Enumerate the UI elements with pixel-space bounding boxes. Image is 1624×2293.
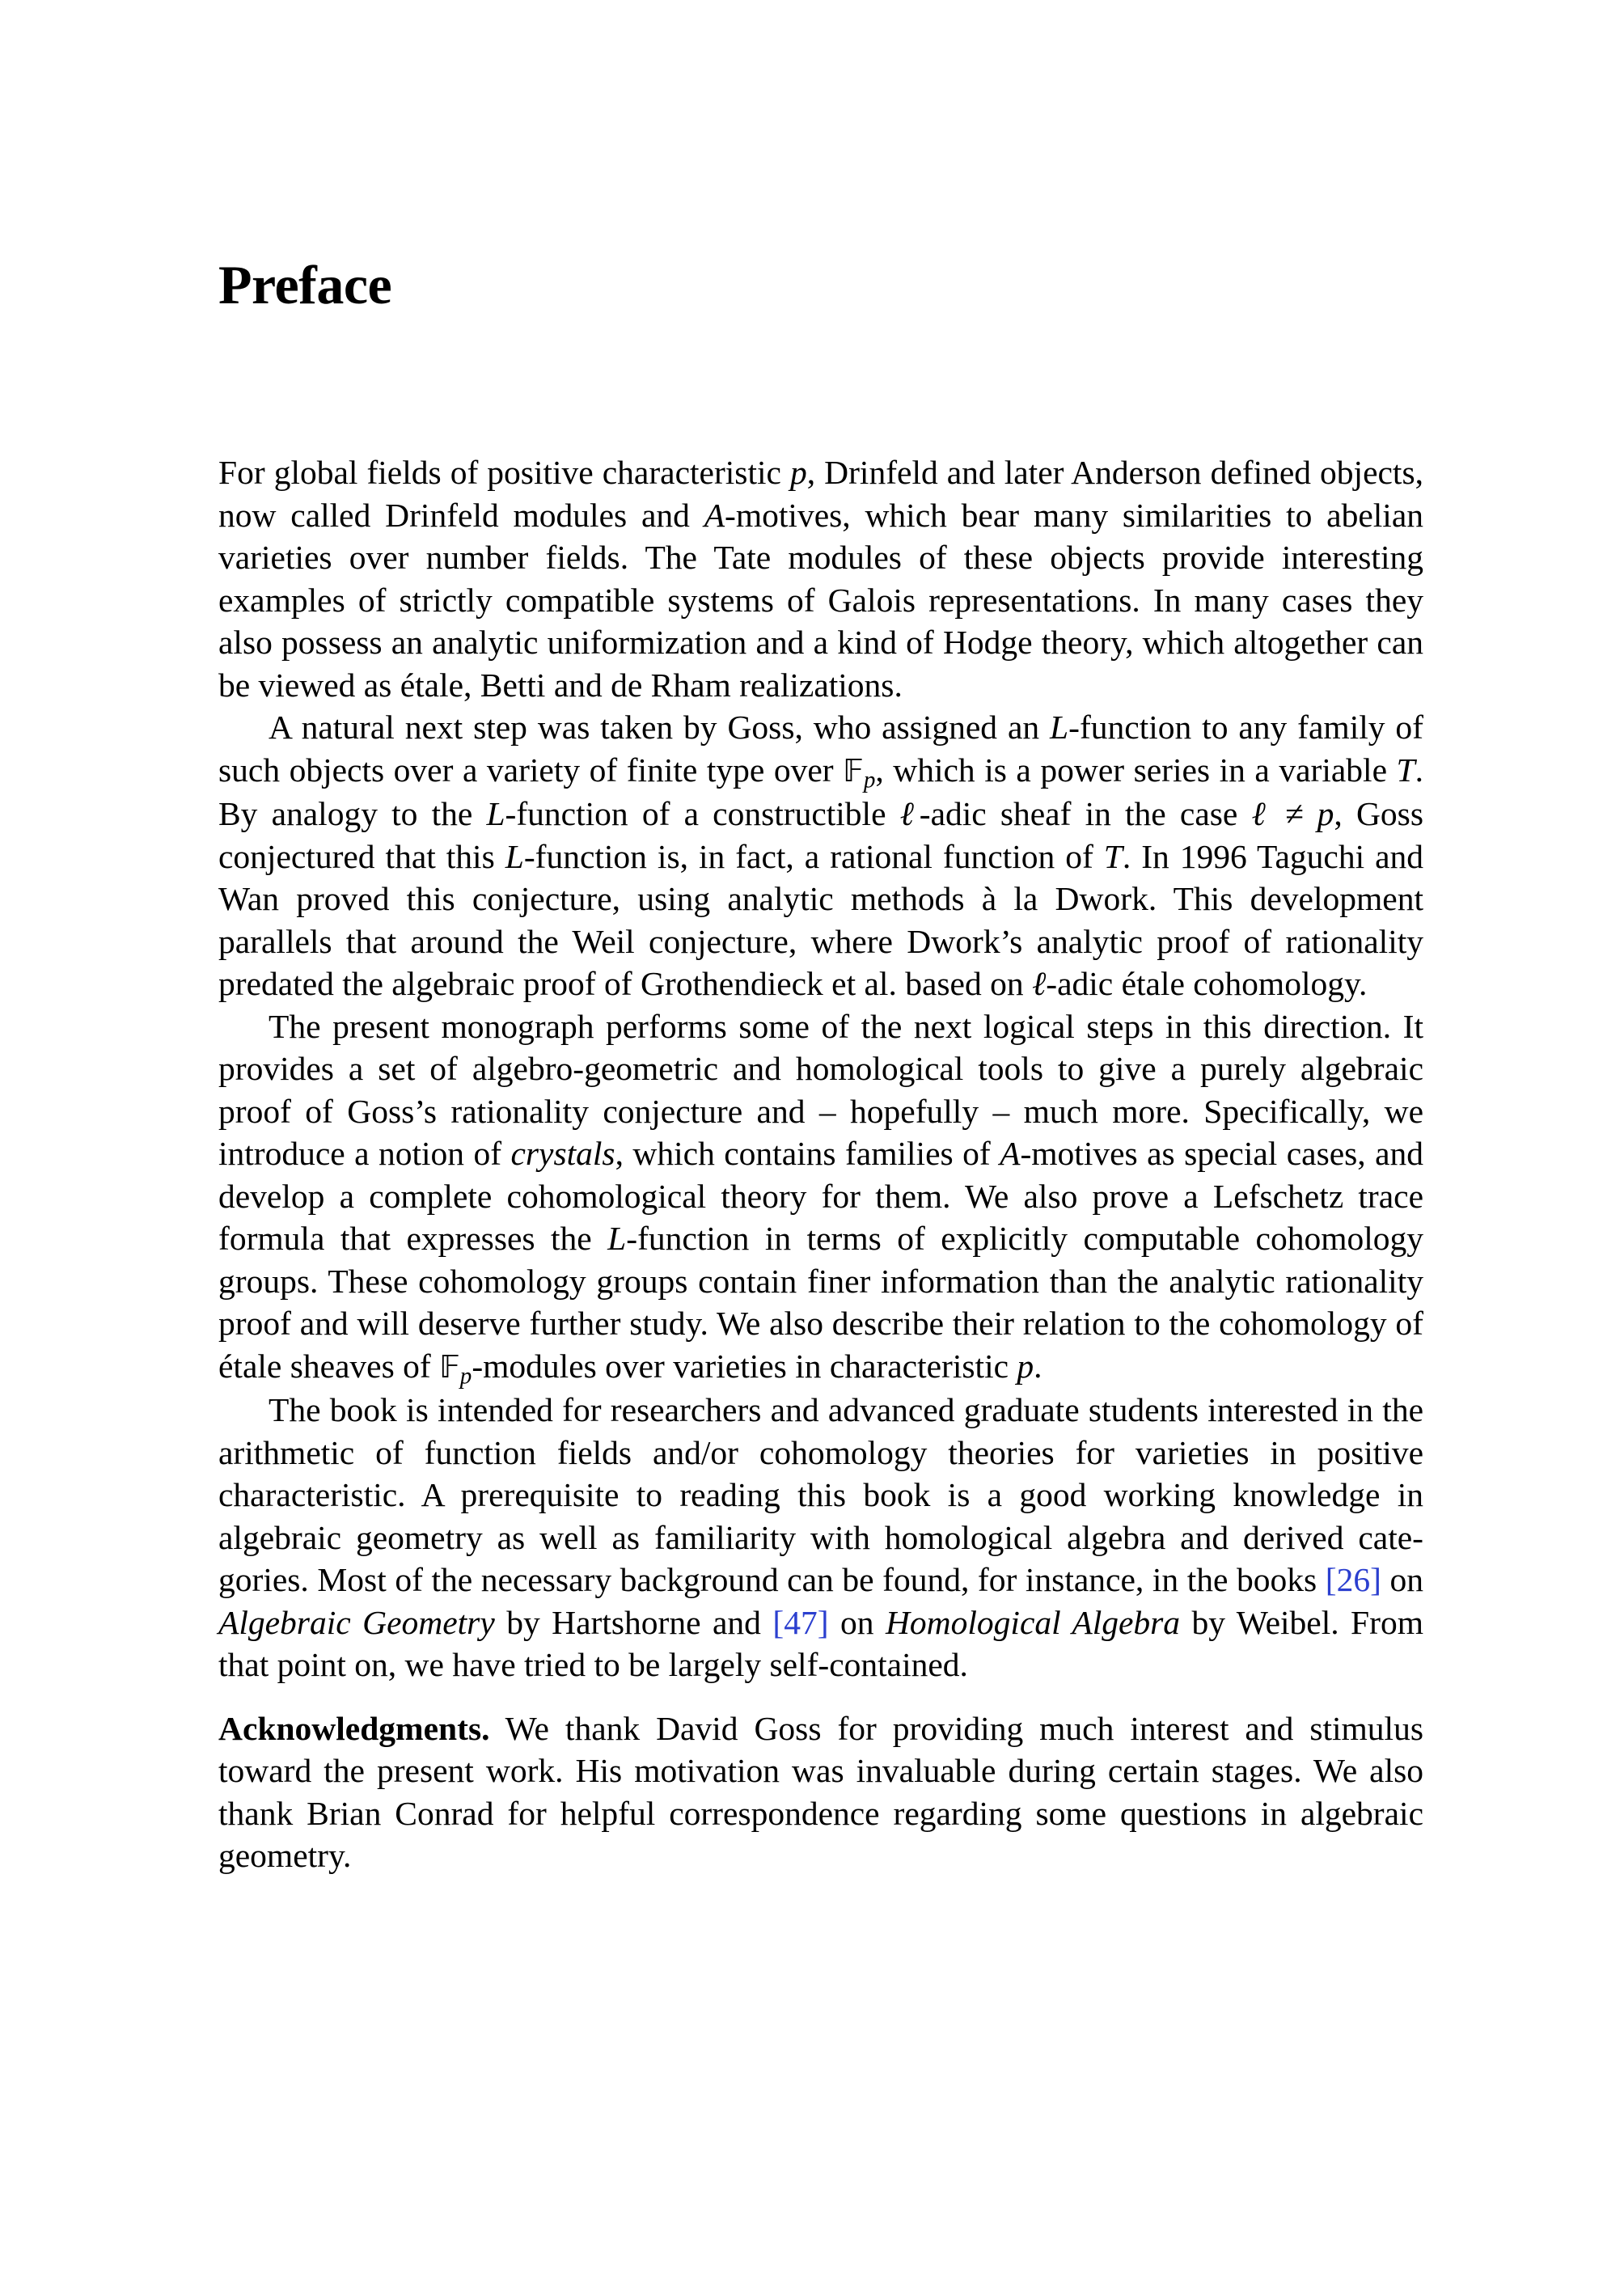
citation-link-47[interactable]: [47]	[772, 1603, 829, 1641]
text-run: on	[828, 1603, 886, 1641]
math-expression: ℓ ≠ p	[1251, 795, 1334, 832]
paragraph-1	[218, 451, 1423, 706]
text-run: . In 1996 Taguchi and Wan proved this conjecture, using analytic methods à la Dwork. This development parallels that around the Weil conjecture, where Dwork’s analytic proof of rationality predated the algebraic proof of Grothendieck et al. based on	[218, 837, 1424, 1002]
text-run: . By analogy to the	[218, 751, 1424, 832]
text-run: -motives as special cases, and develop a complete cohomological theory for them. We also prove a Lefschetz trace formula that expresses the	[218, 1135, 1424, 1257]
text-run: The present monograph performs some of the next logical steps in this direction. It provides a set of algebro-geometric and homological tools to give a purely algebraic proof of Goss’s rationality conjecture and – hopefully – much more. Specifically, we introduce a notion of	[218, 1007, 1423, 1172]
text-run: .	[1034, 1347, 1042, 1385]
acknowledgments-label: Acknowledgments.	[218, 1709, 490, 1747]
text-run: -modules over varieties in characteristic	[472, 1347, 1017, 1385]
acknowledgments-paragraph	[218, 1707, 1423, 1877]
math-symbol: T	[1103, 837, 1123, 875]
math-symbol: 𝔽	[439, 1349, 460, 1386]
text-run: -adic étale cohomology.	[1046, 965, 1368, 1002]
text-run: -adic sheaf in the case	[919, 795, 1252, 832]
book-title: Homological Algebra	[885, 1603, 1181, 1641]
math-symbol: ℓ	[899, 795, 920, 832]
text-run: , Goss conjectured that this	[218, 795, 1423, 875]
text-run: by Weibel. From that point on, we have tried to be largely self-contained.	[218, 1603, 1423, 1683]
emphasis-text: crystals	[510, 1135, 615, 1172]
text-run: -function is, in fact, a rational function of	[523, 837, 1104, 875]
math-symbol: ℓ	[1031, 965, 1047, 1002]
text-run: by Hartshorne and	[494, 1603, 773, 1641]
book-title: Algebraic Geometry	[218, 1603, 495, 1641]
text-run: The book is intended for researchers and advanced graduate students interested in the arithmetic of function fields and/or cohomology theories for varieties in positive characteristic. A prerequisite to reading this book is a good working knowledge in algebraic geometry as well as familiarity with homological algebra and derived categories. Most of the necessary background can be found, for instance, in the books	[218, 1391, 1423, 1598]
math-symbol: L	[486, 795, 505, 832]
text-run: For global fields of positive characteristic	[218, 454, 790, 491]
text-run: -function in terms of explicitly computable cohomology groups. These cohomology groups contain finer information than the analytic rationality proof and will deserve further study. We also describe their relation to the cohomology of étale sheaves of	[218, 1220, 1423, 1385]
math-symbol: A	[704, 496, 725, 534]
math-symbol: T	[1396, 751, 1415, 789]
text-run: A natural next step was taken by Goss, who assigned an	[269, 709, 1051, 746]
math-subscript: p	[863, 766, 876, 793]
math-finite-field	[843, 751, 876, 793]
paragraph-2	[218, 706, 1423, 1005]
text-run: , Drinfeld and later Anderson defined objects, now called Drinfeld modules and	[218, 454, 1423, 534]
citation-link-26[interactable]: [26]	[1325, 1561, 1381, 1598]
math-symbol: 𝔽	[843, 753, 864, 789]
text-run: -motives, which bear many similarities to abelian varieties over number fields. The Tate modules of these objects provide interesting examples of strictly compatible systems of Galois representations. In many cases they also possess an analytic uniformization and a kind of Hodge theory, which altogether can be viewed as étale, Betti and de Rham realizations.	[218, 496, 1423, 704]
math-symbol: L	[1050, 709, 1069, 746]
text-run: -function to any family of such objects over a variety of finite type over	[218, 709, 1423, 789]
text-run: , which contains families of	[615, 1135, 1000, 1172]
page-title: Preface	[218, 254, 392, 315]
text-run: , which is a power series in a variable	[875, 751, 1397, 789]
text-run: -function of a constructible	[505, 795, 900, 832]
math-symbol: p	[789, 454, 807, 491]
math-symbol: L	[505, 837, 524, 875]
paragraph-4	[218, 1389, 1423, 1686]
text-run: on	[1381, 1561, 1424, 1598]
preface-body	[218, 451, 1423, 1877]
math-subscript: p	[459, 1362, 472, 1389]
math-symbol: A	[1000, 1135, 1021, 1172]
math-finite-field	[439, 1347, 472, 1389]
math-symbol: p	[1017, 1347, 1034, 1385]
math-symbol: L	[607, 1220, 627, 1257]
text-run: We thank David Goss for providing much interest and stimulus toward the present work. His motivation was invaluable during certain stages. We also thank Brian Conrad for helpful correspondence regarding some questions in algebraic geometry.	[218, 1709, 1423, 1874]
paragraph-3	[218, 1005, 1423, 1390]
